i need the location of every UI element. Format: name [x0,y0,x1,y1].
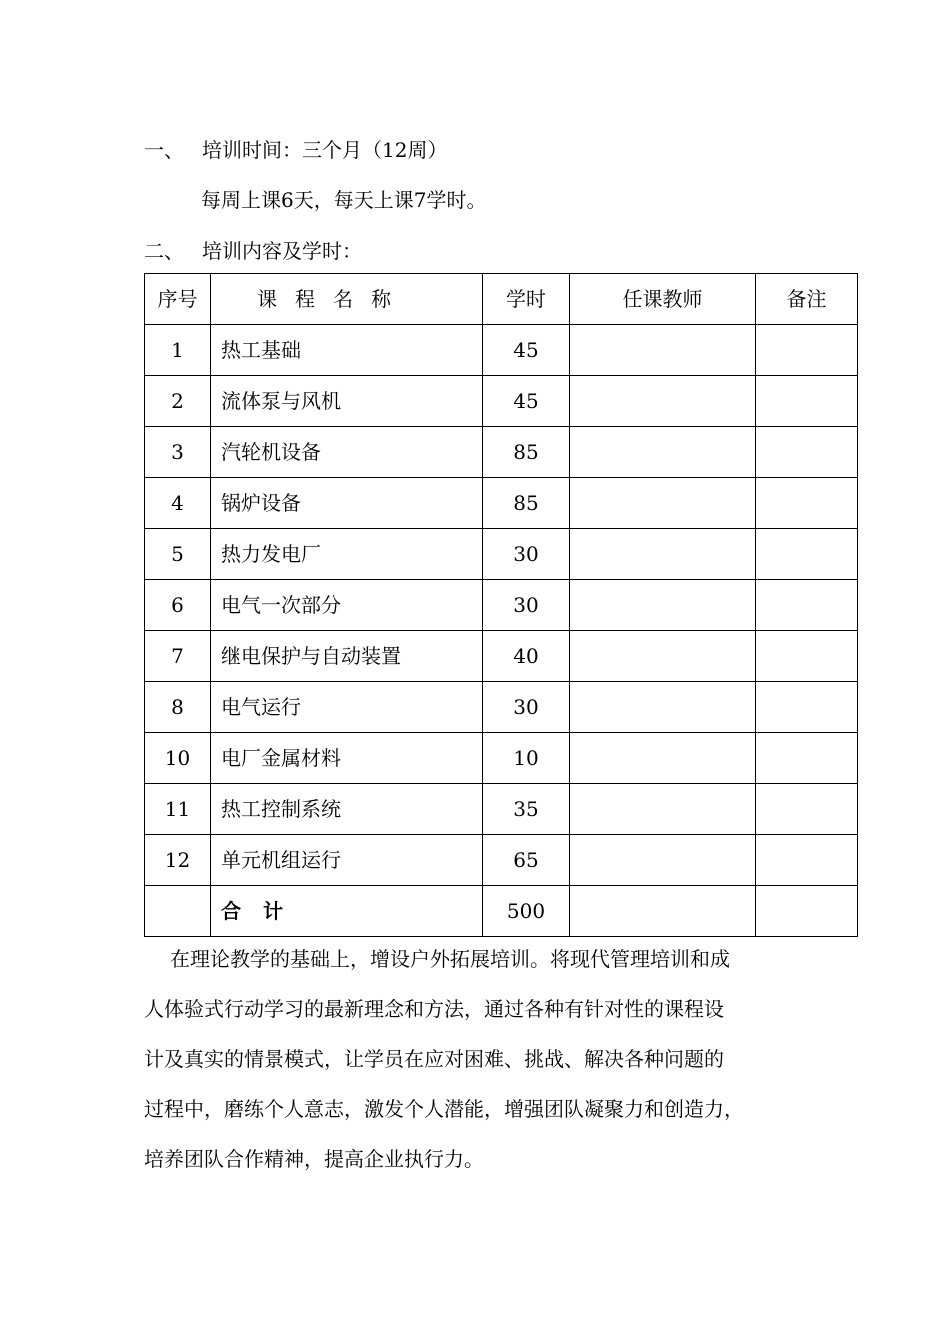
row-teacher [570,376,756,427]
row-course-name [211,427,483,478]
row-no: 11 [145,784,211,835]
row-teacher [570,784,756,835]
row-note [756,478,858,529]
paragraph-line: 计及真实的情景模式，让学员在应对困难、挑战、解决各种问题的 [144,1047,724,1071]
table-row [145,682,858,733]
row-course-name-text: 单元机组运行 [221,848,341,872]
row-no: 8 [145,682,211,733]
row-hours: 35 [483,784,570,835]
table-row [145,478,858,529]
row-course-name [211,529,483,580]
row-no: 3 [145,427,211,478]
row-note [756,682,858,733]
row-teacher [570,478,756,529]
row-hours: 10 [483,733,570,784]
course-table [144,273,858,937]
row-hours: 30 [483,682,570,733]
header-hours: 学时 [483,274,570,325]
header-course-name-text: 课程名称 [257,287,409,311]
total-note [756,886,858,937]
row-hours: 30 [483,580,570,631]
table-row [145,529,858,580]
row-teacher [570,580,756,631]
section-1-heading [144,136,447,164]
row-hours: 65 [483,835,570,886]
row-teacher [570,631,756,682]
section-1-detail: 每周上课6天，每天上课7学时。 [201,188,487,212]
row-hours: 85 [483,427,570,478]
row-note [756,580,858,631]
row-course-name-text: 电气运行 [221,695,301,719]
row-course-name [211,682,483,733]
row-course-name-text: 电气一次部分 [221,593,341,617]
row-course-name [211,835,483,886]
paragraph-line: 人体验式行动学习的最新理念和方法，通过各种有针对性的课程设 [144,997,724,1021]
row-note [756,529,858,580]
row-course-name-text: 流体泵与风机 [221,389,341,413]
row-note [756,376,858,427]
row-no: 10 [145,733,211,784]
row-note [756,733,858,784]
total-label [211,886,483,937]
row-course-name [211,631,483,682]
table-header-row [145,274,858,325]
row-course-name-text: 热力发电厂 [221,542,321,566]
section-2-number: 二、 [144,239,184,263]
total-teacher [570,886,756,937]
table-row [145,427,858,478]
header-no: 序号 [145,274,211,325]
row-course-name-text: 热工控制系统 [221,797,341,821]
table-row [145,733,858,784]
row-course-name-text: 电厂金属材料 [221,746,341,770]
row-no: 5 [145,529,211,580]
row-course-name-text: 继电保护与自动装置 [221,644,401,668]
row-no: 4 [145,478,211,529]
row-teacher [570,427,756,478]
table-total-row [145,886,858,937]
row-course-name [211,376,483,427]
outdoor-training-paragraph [144,938,834,1188]
row-teacher [570,835,756,886]
row-hours: 40 [483,631,570,682]
row-course-name [211,478,483,529]
row-note [756,835,858,886]
row-course-name-text: 锅炉设备 [221,491,301,515]
row-hours: 30 [483,529,570,580]
section-2-heading [144,237,362,265]
table-row [145,580,858,631]
table-row [145,784,858,835]
row-note [756,784,858,835]
table-row [145,835,858,886]
row-course-name-text: 热工基础 [221,338,301,362]
row-teacher [570,529,756,580]
paragraph-line: 培养团队合作精神，提高企业执行力。 [144,1147,484,1171]
row-no: 6 [145,580,211,631]
table-row [145,376,858,427]
row-course-name [211,580,483,631]
header-teacher: 任课教师 [570,274,756,325]
section-1-title: 培训时间：三个月（12周） [202,138,448,162]
paragraph-line: 在理论教学的基础上，增设户外拓展培训。将现代管理培训和成 [170,947,730,971]
total-hours: 500 [483,886,570,937]
row-note [756,631,858,682]
header-course-name [211,274,483,325]
row-hours: 85 [483,478,570,529]
row-teacher [570,733,756,784]
row-course-name [211,325,483,376]
table-row [145,325,858,376]
section-1-number: 一、 [144,138,184,162]
row-teacher [570,682,756,733]
total-label-text: 合计 [221,899,305,923]
row-no: 12 [145,835,211,886]
row-no: 1 [145,325,211,376]
header-note: 备注 [756,274,858,325]
row-course-name [211,784,483,835]
row-course-name-text: 汽轮机设备 [221,440,321,464]
row-teacher [570,325,756,376]
paragraph-line: 过程中，磨练个人意志，激发个人潜能，增强团队凝聚力和创造力， [144,1097,744,1121]
row-hours: 45 [483,325,570,376]
row-note [756,427,858,478]
row-no: 7 [145,631,211,682]
section-2-title: 培训内容及学时： [202,239,362,263]
table-row [145,631,858,682]
row-no: 2 [145,376,211,427]
row-course-name [211,733,483,784]
row-note [756,325,858,376]
total-no [145,886,211,937]
row-hours: 45 [483,376,570,427]
